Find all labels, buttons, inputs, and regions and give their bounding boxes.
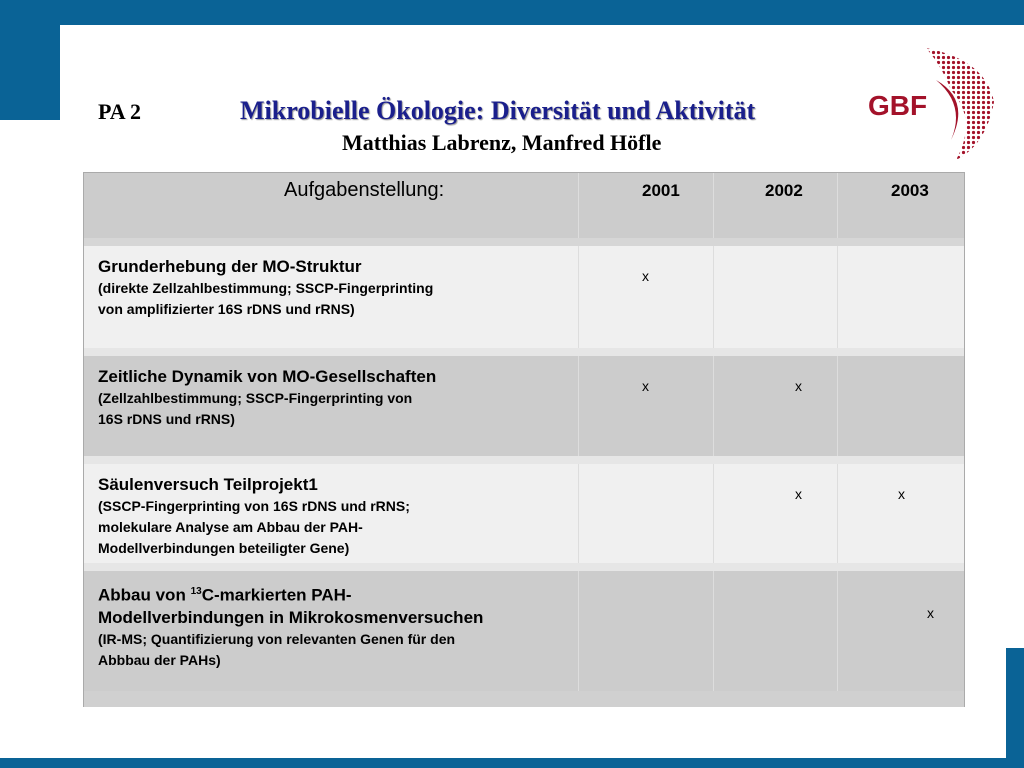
header-task: Aufgabenstellung: (284, 179, 445, 201)
row-title: Abbau von $^{13}$C-markierten PAH- (98, 585, 352, 605)
authors: Matthias Labrenz, Manfred Höfle (342, 130, 662, 155)
row-desc: Modellverbindungen beteiligter Gene) (98, 540, 350, 556)
row-title: Modellverbindungen in Mikrokosmenversuchen (98, 607, 484, 627)
table-header (84, 173, 964, 238)
header-2003: 2003 (891, 181, 929, 200)
left-block (0, 0, 60, 120)
schedule-table (83, 172, 965, 707)
page-title: Mikrobielle Ökologie: Diversität und Aktivität (240, 96, 756, 125)
logo-text: GBF (868, 90, 928, 121)
row-desc: (SSCP-Fingerprinting von 16S rDNS und rRNS; (98, 498, 410, 514)
mark-2001: x (642, 268, 649, 284)
row-title: Zeitliche Dynamik von MO-Gesellschaften (98, 367, 437, 386)
row-desc: molekulare Analyse am Abbau der PAH- (98, 519, 363, 535)
table-row (84, 464, 964, 563)
row-desc: von amplifizierter 16S rDNS und rRNS) (98, 301, 355, 317)
mark-2003: x (927, 605, 934, 621)
mark-2001: x (642, 378, 649, 394)
right-block (1006, 648, 1024, 768)
pa-label: PA 2 (98, 99, 141, 124)
header-2002: 2002 (765, 181, 803, 200)
row-desc: (Zellzahlbestimmung; SSCP-Fingerprinting von (98, 390, 413, 406)
mark-2002: x (795, 378, 802, 394)
row-desc: Abbbau der PAHs) (98, 651, 221, 668)
table-row (84, 246, 964, 348)
bottom-bar (0, 758, 1024, 768)
mark-2003: x (898, 486, 905, 502)
header-2001: 2001 (642, 181, 680, 200)
row-desc: 16S rDNS und rRNS) (98, 411, 235, 427)
row-desc: (direkte Zellzahlbestimmung; SSCP-Fingerprinting (98, 280, 434, 296)
row-title: Grunderhebung der MO-Struktur (98, 257, 362, 276)
row-title: Säulenversuch Teilprojekt1 (98, 475, 318, 494)
mark-2002: x (795, 486, 802, 502)
table-row (84, 356, 964, 456)
gbf-logo (866, 40, 1001, 165)
row-desc: (IR-MS; Quantifizierung von relevanten Genen für den (98, 630, 456, 647)
top-bar (0, 0, 1024, 25)
table-row (84, 571, 964, 691)
